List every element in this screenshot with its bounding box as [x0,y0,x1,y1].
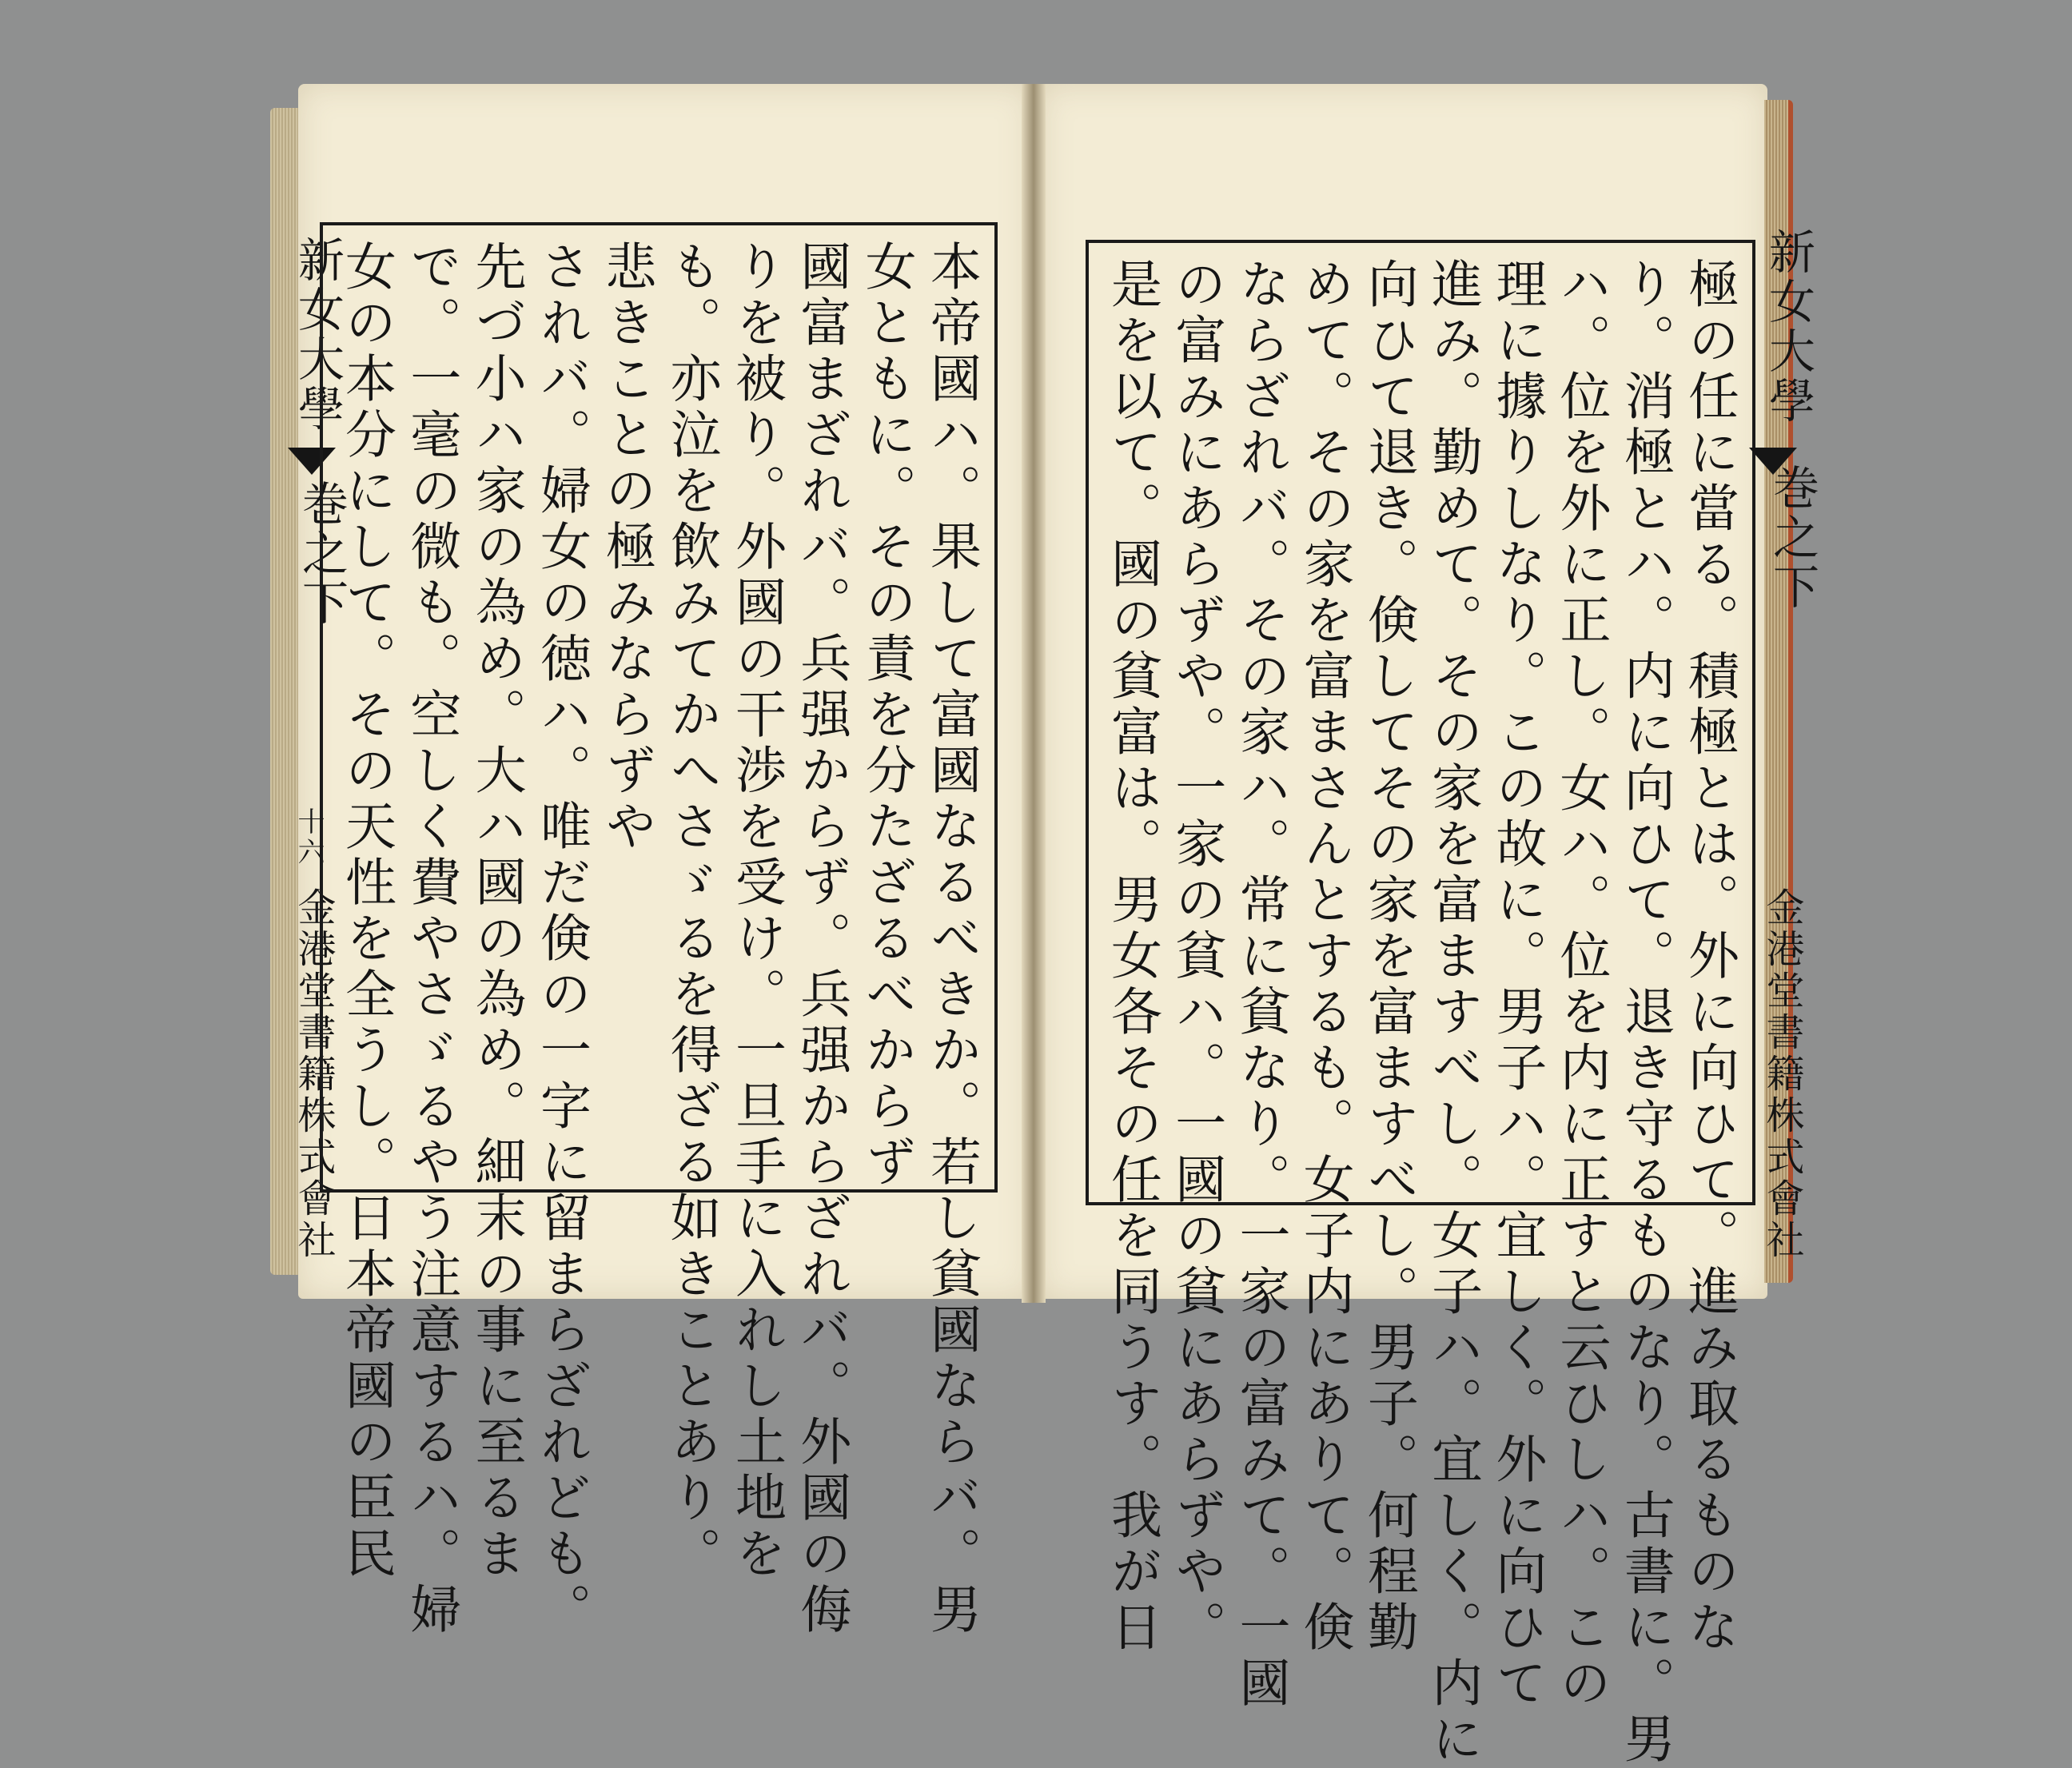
text-column: 國富まざれバ。兵强からず。兵强からざれバ。外國の侮 [791,240,851,1639]
text-column: 本帝國ハ。果して富國なるべきか。若し貧國ならバ。男 [921,240,981,1639]
text-column: 極の任に當る。積極とは。外に向ひて。進み取るものな [1679,257,1739,1656]
text-column: ハ。位を外に正し。女ハ。位を内に正すと云ひしハ。この [1551,257,1611,1712]
text-column: ならざれバ。その家ハ。常に貧なり。一家の富みて。一國 [1230,257,1290,1712]
right-text-frame [1086,240,1755,1768]
text-column: 理に據りしなり。この故に。男子ハ。宜しく。外に向ひて [1487,257,1547,1712]
text-column: り。消極とハ。内に向ひて。退き守るものなり。古書に。男 [1615,257,1675,1768]
left-spine-title: 新女大學 [290,236,345,434]
right-spine-title: 新女大學 [1761,228,1815,426]
text-column: 先づ小ハ家の為め。大ハ國の為め。細末の事に至るま [466,240,526,1583]
left-folio-number: 十六 [293,807,325,868]
left-text-frame [320,222,998,1639]
text-column: も。亦泣を飲みてかへさゞるを得ざる如きことあり。 [661,240,721,1583]
left-spine-chapter: 巻之下 [294,480,349,628]
text-column: 是を以て。國の貧富は。男女各その任を同うす。我が日 [1102,257,1162,1656]
book-gutter [1022,84,1046,1303]
text-column: 進み。勤めて。その家を富ますべし。女子ハ。宜しく。内に [1423,257,1483,1768]
text-column: されバ。婦女の徳ハ。唯だ倹の一字に留まらざれども。 [531,240,591,1639]
text-column: 向ひて退き。倹してその家を富ますべし。男子。何程勤 [1358,257,1418,1656]
text-column: で。一毫の微も。空しく費やさゞるやう注意するハ。婦 [401,240,461,1639]
text-column: 女の本分にして。その天性を全うし。日本帝國の臣民 [337,240,396,1583]
text-column: りを被り。外國の干渉を受け。一旦手に入れし土地を [726,240,786,1583]
text-column: の富みにあらずや。一家の貧ハ。一國の貧にあらずや。 [1166,257,1226,1656]
text-column: めて。その家を富まさんとするも。女子内にありて。倹 [1294,257,1354,1656]
text-column: 女ともに。その責を分たざるべからず [856,240,916,1191]
right-spine-publisher: 金港堂書籍株式會社 [1759,887,1804,1261]
right-spine-chapter: 巻之下 [1765,464,1819,612]
text-column: 悲きことの極みならずや [596,240,656,855]
left-spine-publisher: 金港堂書籍株式會社 [291,887,336,1261]
